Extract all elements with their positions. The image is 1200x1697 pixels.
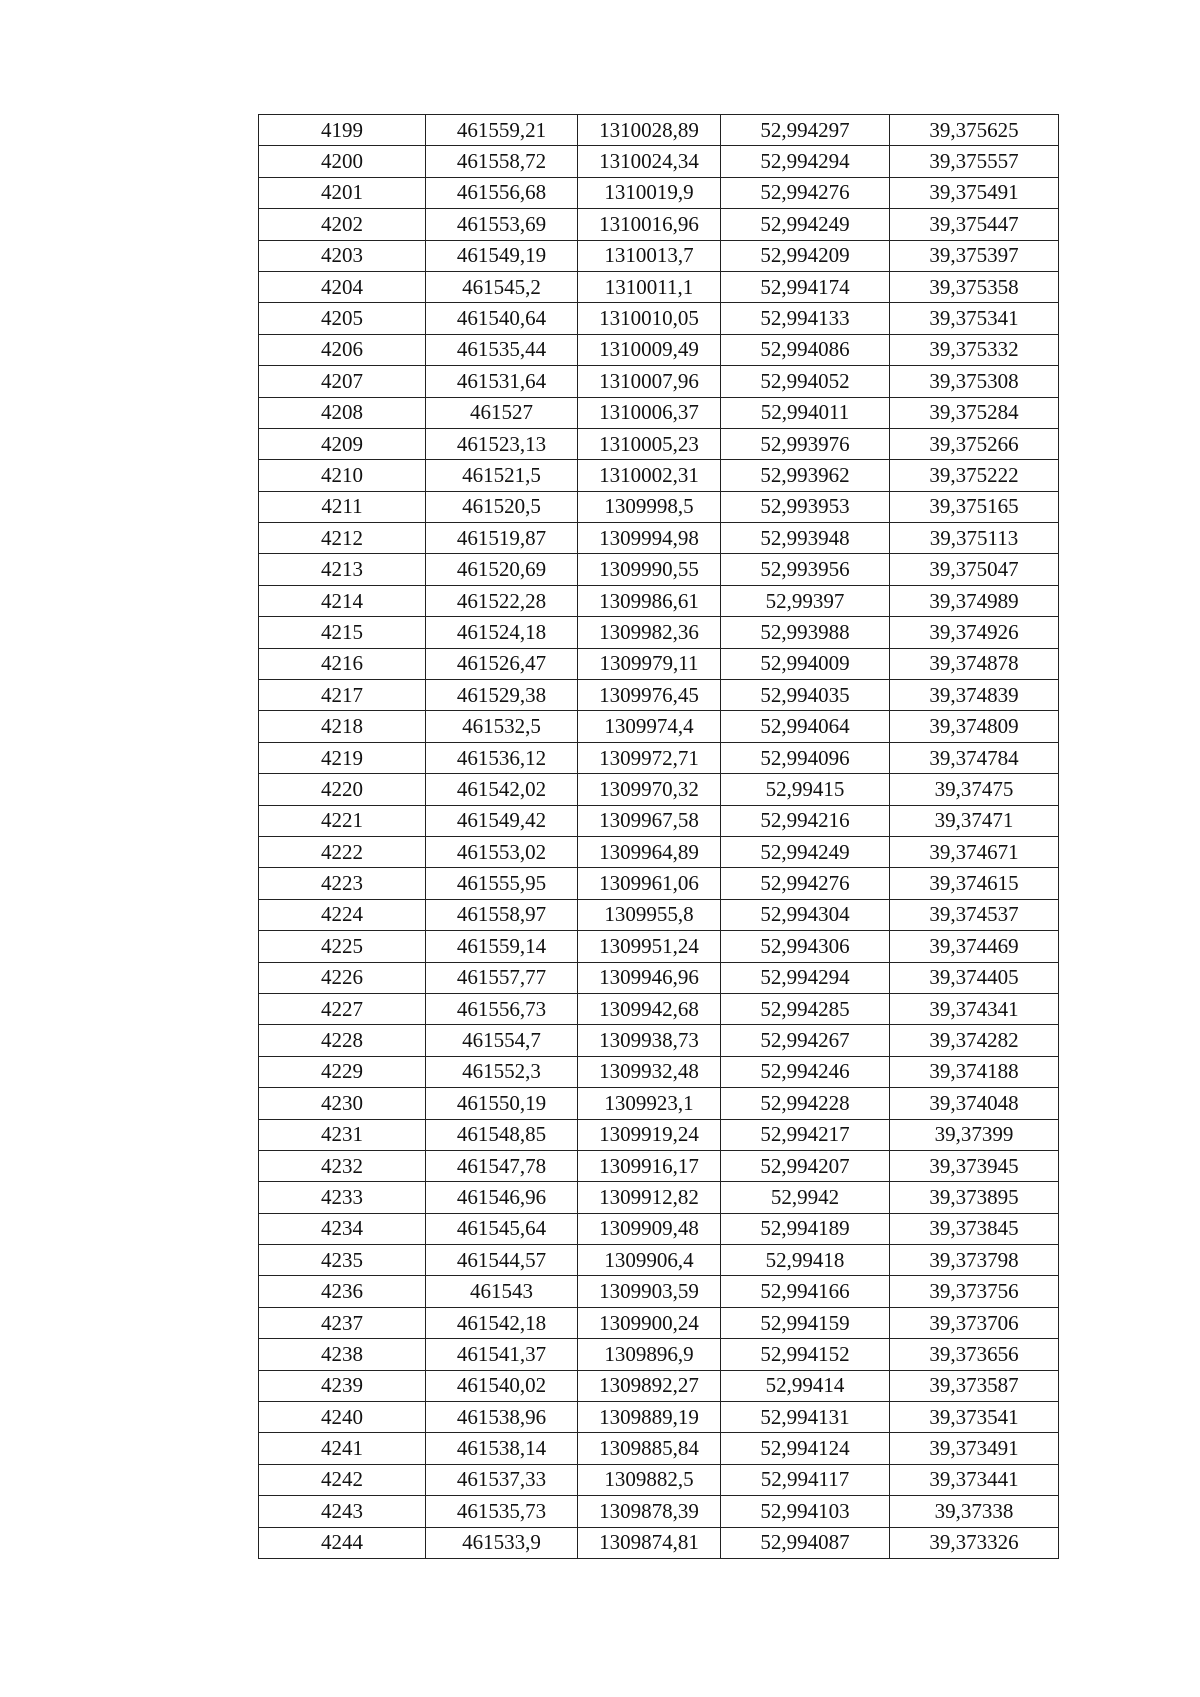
point-number-cell: 4223 [259, 868, 426, 899]
y-coordinate-cell: 1309919,24 [578, 1119, 721, 1150]
x-coordinate-cell: 461535,44 [426, 334, 578, 365]
table-row [259, 460, 1059, 491]
y-coordinate-cell: 1310019,9 [578, 177, 721, 208]
point-number-cell: 4238 [259, 1339, 426, 1370]
latitude-cell: 52,994174 [721, 271, 890, 302]
latitude-cell: 52,994249 [721, 209, 890, 240]
longitude-cell: 39,37399 [890, 1119, 1059, 1150]
table-row [259, 1370, 1059, 1401]
table-row [259, 836, 1059, 867]
table-row [259, 428, 1059, 459]
longitude-cell: 39,375284 [890, 397, 1059, 428]
x-coordinate-cell: 461526,47 [426, 648, 578, 679]
point-number-cell: 4216 [259, 648, 426, 679]
point-number-cell: 4204 [259, 271, 426, 302]
table-row [259, 711, 1059, 742]
point-number-cell: 4207 [259, 366, 426, 397]
table-row [259, 1150, 1059, 1181]
point-number-cell: 4218 [259, 711, 426, 742]
longitude-cell: 39,373845 [890, 1213, 1059, 1244]
point-number-cell: 4235 [259, 1245, 426, 1276]
y-coordinate-cell: 1309994,98 [578, 523, 721, 554]
y-coordinate-cell: 1309972,71 [578, 742, 721, 773]
x-coordinate-cell: 461520,5 [426, 491, 578, 522]
y-coordinate-cell: 1310011,1 [578, 271, 721, 302]
point-number-cell: 4239 [259, 1370, 426, 1401]
y-coordinate-cell: 1309974,4 [578, 711, 721, 742]
latitude-cell: 52,993988 [721, 617, 890, 648]
table-row [259, 585, 1059, 616]
longitude-cell: 39,373945 [890, 1150, 1059, 1181]
y-coordinate-cell: 1309976,45 [578, 680, 721, 711]
longitude-cell: 39,374469 [890, 931, 1059, 962]
y-coordinate-cell: 1309932,48 [578, 1056, 721, 1087]
y-coordinate-cell: 1310010,05 [578, 303, 721, 334]
longitude-cell: 39,374809 [890, 711, 1059, 742]
latitude-cell: 52,994152 [721, 1339, 890, 1370]
point-number-cell: 4230 [259, 1088, 426, 1119]
x-coordinate-cell: 461533,9 [426, 1527, 578, 1558]
table-row [259, 271, 1059, 302]
y-coordinate-cell: 1310009,49 [578, 334, 721, 365]
table-row [259, 115, 1059, 146]
table-row [259, 1245, 1059, 1276]
point-number-cell: 4212 [259, 523, 426, 554]
table-row [259, 680, 1059, 711]
x-coordinate-cell: 461547,78 [426, 1150, 578, 1181]
latitude-cell: 52,994189 [721, 1213, 890, 1244]
x-coordinate-cell: 461558,72 [426, 146, 578, 177]
table-row [259, 1088, 1059, 1119]
latitude-cell: 52,994297 [721, 115, 890, 146]
y-coordinate-cell: 1309961,06 [578, 868, 721, 899]
table-row [259, 868, 1059, 899]
y-coordinate-cell: 1309946,96 [578, 962, 721, 993]
x-coordinate-cell: 461544,57 [426, 1245, 578, 1276]
latitude-cell: 52,99414 [721, 1370, 890, 1401]
point-number-cell: 4201 [259, 177, 426, 208]
table-row [259, 1119, 1059, 1150]
latitude-cell: 52,994096 [721, 742, 890, 773]
y-coordinate-cell: 1309942,68 [578, 993, 721, 1024]
longitude-cell: 39,373441 [890, 1464, 1059, 1495]
point-number-cell: 4209 [259, 428, 426, 459]
latitude-cell: 52,993948 [721, 523, 890, 554]
y-coordinate-cell: 1310028,89 [578, 115, 721, 146]
y-coordinate-cell: 1309900,24 [578, 1307, 721, 1338]
latitude-cell: 52,994009 [721, 648, 890, 679]
longitude-cell: 39,373706 [890, 1307, 1059, 1338]
y-coordinate-cell: 1310005,23 [578, 428, 721, 459]
latitude-cell: 52,994216 [721, 805, 890, 836]
y-coordinate-cell: 1309964,89 [578, 836, 721, 867]
point-number-cell: 4234 [259, 1213, 426, 1244]
longitude-cell: 39,375557 [890, 146, 1059, 177]
y-coordinate-cell: 1309955,8 [578, 899, 721, 930]
longitude-cell: 39,373326 [890, 1527, 1059, 1558]
latitude-cell: 52,993962 [721, 460, 890, 491]
longitude-cell: 39,375491 [890, 177, 1059, 208]
latitude-cell: 52,994249 [721, 836, 890, 867]
longitude-cell: 39,374878 [890, 648, 1059, 679]
point-number-cell: 4229 [259, 1056, 426, 1087]
x-coordinate-cell: 461548,85 [426, 1119, 578, 1150]
longitude-cell: 39,375047 [890, 554, 1059, 585]
x-coordinate-cell: 461527 [426, 397, 578, 428]
latitude-cell: 52,994276 [721, 868, 890, 899]
y-coordinate-cell: 1310016,96 [578, 209, 721, 240]
table-row [259, 931, 1059, 962]
table-row [259, 1402, 1059, 1433]
latitude-cell: 52,994267 [721, 1025, 890, 1056]
latitude-cell: 52,994159 [721, 1307, 890, 1338]
table-row [259, 146, 1059, 177]
latitude-cell: 52,994087 [721, 1527, 890, 1558]
longitude-cell: 39,374615 [890, 868, 1059, 899]
point-number-cell: 4214 [259, 585, 426, 616]
table-row [259, 1056, 1059, 1087]
point-number-cell: 4233 [259, 1182, 426, 1213]
longitude-cell: 39,374671 [890, 836, 1059, 867]
longitude-cell: 39,37338 [890, 1496, 1059, 1527]
longitude-cell: 39,374341 [890, 993, 1059, 1024]
longitude-cell: 39,374926 [890, 617, 1059, 648]
x-coordinate-cell: 461549,19 [426, 240, 578, 271]
x-coordinate-cell: 461540,64 [426, 303, 578, 334]
point-number-cell: 4203 [259, 240, 426, 271]
point-number-cell: 4213 [259, 554, 426, 585]
latitude-cell: 52,994035 [721, 680, 890, 711]
y-coordinate-cell: 1309882,5 [578, 1464, 721, 1495]
x-coordinate-cell: 461546,96 [426, 1182, 578, 1213]
point-number-cell: 4240 [259, 1402, 426, 1433]
longitude-cell: 39,373656 [890, 1339, 1059, 1370]
latitude-cell: 52,994285 [721, 993, 890, 1024]
point-number-cell: 4220 [259, 774, 426, 805]
longitude-cell: 39,375222 [890, 460, 1059, 491]
point-number-cell: 4224 [259, 899, 426, 930]
longitude-cell: 39,373541 [890, 1402, 1059, 1433]
y-coordinate-cell: 1310007,96 [578, 366, 721, 397]
y-coordinate-cell: 1309979,11 [578, 648, 721, 679]
table-row [259, 366, 1059, 397]
latitude-cell: 52,994124 [721, 1433, 890, 1464]
table-row [259, 962, 1059, 993]
x-coordinate-cell: 461523,13 [426, 428, 578, 459]
x-coordinate-cell: 461543 [426, 1276, 578, 1307]
longitude-cell: 39,374405 [890, 962, 1059, 993]
point-number-cell: 4241 [259, 1433, 426, 1464]
latitude-cell: 52,993953 [721, 491, 890, 522]
table-row [259, 1182, 1059, 1213]
x-coordinate-cell: 461559,14 [426, 931, 578, 962]
table-row [259, 742, 1059, 773]
point-number-cell: 4215 [259, 617, 426, 648]
y-coordinate-cell: 1310002,31 [578, 460, 721, 491]
y-coordinate-cell: 1309967,58 [578, 805, 721, 836]
table-row [259, 899, 1059, 930]
latitude-cell: 52,994304 [721, 899, 890, 930]
point-number-cell: 4211 [259, 491, 426, 522]
x-coordinate-cell: 461520,69 [426, 554, 578, 585]
x-coordinate-cell: 461538,96 [426, 1402, 578, 1433]
latitude-cell: 52,993976 [721, 428, 890, 459]
latitude-cell: 52,994131 [721, 1402, 890, 1433]
x-coordinate-cell: 461549,42 [426, 805, 578, 836]
longitude-cell: 39,374784 [890, 742, 1059, 773]
longitude-cell: 39,375266 [890, 428, 1059, 459]
table-row [259, 523, 1059, 554]
table-row [259, 240, 1059, 271]
y-coordinate-cell: 1309998,5 [578, 491, 721, 522]
point-number-cell: 4227 [259, 993, 426, 1024]
y-coordinate-cell: 1309874,81 [578, 1527, 721, 1558]
table-row [259, 648, 1059, 679]
x-coordinate-cell: 461554,7 [426, 1025, 578, 1056]
table-row [259, 1213, 1059, 1244]
point-number-cell: 4199 [259, 115, 426, 146]
table-row [259, 491, 1059, 522]
y-coordinate-cell: 1309938,73 [578, 1025, 721, 1056]
latitude-cell: 52,9942 [721, 1182, 890, 1213]
point-number-cell: 4210 [259, 460, 426, 491]
y-coordinate-cell: 1310024,34 [578, 146, 721, 177]
x-coordinate-cell: 461536,12 [426, 742, 578, 773]
coordinates-table [258, 114, 1059, 1559]
x-coordinate-cell: 461545,2 [426, 271, 578, 302]
table-row [259, 1527, 1059, 1558]
longitude-cell: 39,375332 [890, 334, 1059, 365]
longitude-cell: 39,374188 [890, 1056, 1059, 1087]
x-coordinate-cell: 461521,5 [426, 460, 578, 491]
table-row [259, 554, 1059, 585]
y-coordinate-cell: 1309878,39 [578, 1496, 721, 1527]
table-row [259, 1025, 1059, 1056]
table-row [259, 1464, 1059, 1495]
point-number-cell: 4232 [259, 1150, 426, 1181]
longitude-cell: 39,374537 [890, 899, 1059, 930]
latitude-cell: 52,994246 [721, 1056, 890, 1087]
y-coordinate-cell: 1309909,48 [578, 1213, 721, 1244]
y-coordinate-cell: 1309912,82 [578, 1182, 721, 1213]
longitude-cell: 39,373491 [890, 1433, 1059, 1464]
latitude-cell: 52,994086 [721, 334, 890, 365]
longitude-cell: 39,373587 [890, 1370, 1059, 1401]
x-coordinate-cell: 461542,18 [426, 1307, 578, 1338]
latitude-cell: 52,994306 [721, 931, 890, 962]
table-row [259, 774, 1059, 805]
x-coordinate-cell: 461553,69 [426, 209, 578, 240]
longitude-cell: 39,375165 [890, 491, 1059, 522]
point-number-cell: 4244 [259, 1527, 426, 1558]
point-number-cell: 4231 [259, 1119, 426, 1150]
point-number-cell: 4226 [259, 962, 426, 993]
y-coordinate-cell: 1309903,59 [578, 1276, 721, 1307]
point-number-cell: 4206 [259, 334, 426, 365]
latitude-cell: 52,994064 [721, 711, 890, 742]
x-coordinate-cell: 461524,18 [426, 617, 578, 648]
point-number-cell: 4219 [259, 742, 426, 773]
latitude-cell: 52,994276 [721, 177, 890, 208]
longitude-cell: 39,375358 [890, 271, 1059, 302]
x-coordinate-cell: 461558,97 [426, 899, 578, 930]
y-coordinate-cell: 1309923,1 [578, 1088, 721, 1119]
x-coordinate-cell: 461535,73 [426, 1496, 578, 1527]
table-row [259, 1276, 1059, 1307]
point-number-cell: 4221 [259, 805, 426, 836]
y-coordinate-cell: 1309889,19 [578, 1402, 721, 1433]
y-coordinate-cell: 1310006,37 [578, 397, 721, 428]
x-coordinate-cell: 461531,64 [426, 366, 578, 397]
point-number-cell: 4222 [259, 836, 426, 867]
x-coordinate-cell: 461529,38 [426, 680, 578, 711]
longitude-cell: 39,375447 [890, 209, 1059, 240]
latitude-cell: 52,994103 [721, 1496, 890, 1527]
y-coordinate-cell: 1310013,7 [578, 240, 721, 271]
longitude-cell: 39,374048 [890, 1088, 1059, 1119]
latitude-cell: 52,994207 [721, 1150, 890, 1181]
x-coordinate-cell: 461557,77 [426, 962, 578, 993]
x-coordinate-cell: 461556,73 [426, 993, 578, 1024]
point-number-cell: 4243 [259, 1496, 426, 1527]
y-coordinate-cell: 1309951,24 [578, 931, 721, 962]
table-row [259, 617, 1059, 648]
x-coordinate-cell: 461519,87 [426, 523, 578, 554]
point-number-cell: 4202 [259, 209, 426, 240]
latitude-cell: 52,99397 [721, 585, 890, 616]
point-number-cell: 4236 [259, 1276, 426, 1307]
point-number-cell: 4205 [259, 303, 426, 334]
latitude-cell: 52,994117 [721, 1464, 890, 1495]
point-number-cell: 4225 [259, 931, 426, 962]
y-coordinate-cell: 1309906,4 [578, 1245, 721, 1276]
longitude-cell: 39,37471 [890, 805, 1059, 836]
x-coordinate-cell: 461540,02 [426, 1370, 578, 1401]
longitude-cell: 39,374839 [890, 680, 1059, 711]
point-number-cell: 4228 [259, 1025, 426, 1056]
x-coordinate-cell: 461522,28 [426, 585, 578, 616]
latitude-cell: 52,994133 [721, 303, 890, 334]
table-row [259, 209, 1059, 240]
longitude-cell: 39,37475 [890, 774, 1059, 805]
table-row [259, 1496, 1059, 1527]
longitude-cell: 39,374989 [890, 585, 1059, 616]
table-row [259, 1339, 1059, 1370]
y-coordinate-cell: 1309892,27 [578, 1370, 721, 1401]
y-coordinate-cell: 1309916,17 [578, 1150, 721, 1181]
point-number-cell: 4242 [259, 1464, 426, 1495]
longitude-cell: 39,375113 [890, 523, 1059, 554]
x-coordinate-cell: 461545,64 [426, 1213, 578, 1244]
coordinates-table-body [259, 115, 1059, 1559]
point-number-cell: 4217 [259, 680, 426, 711]
x-coordinate-cell: 461555,95 [426, 868, 578, 899]
x-coordinate-cell: 461537,33 [426, 1464, 578, 1495]
y-coordinate-cell: 1309970,32 [578, 774, 721, 805]
latitude-cell: 52,994228 [721, 1088, 890, 1119]
x-coordinate-cell: 461559,21 [426, 115, 578, 146]
longitude-cell: 39,375308 [890, 366, 1059, 397]
longitude-cell: 39,373895 [890, 1182, 1059, 1213]
y-coordinate-cell: 1309896,9 [578, 1339, 721, 1370]
y-coordinate-cell: 1309986,61 [578, 585, 721, 616]
latitude-cell: 52,993956 [721, 554, 890, 585]
point-number-cell: 4208 [259, 397, 426, 428]
latitude-cell: 52,994052 [721, 366, 890, 397]
x-coordinate-cell: 461538,14 [426, 1433, 578, 1464]
longitude-cell: 39,375341 [890, 303, 1059, 334]
latitude-cell: 52,99415 [721, 774, 890, 805]
longitude-cell: 39,375625 [890, 115, 1059, 146]
table-row [259, 1307, 1059, 1338]
table-row [259, 397, 1059, 428]
table-row [259, 805, 1059, 836]
latitude-cell: 52,994209 [721, 240, 890, 271]
x-coordinate-cell: 461550,19 [426, 1088, 578, 1119]
table-row [259, 303, 1059, 334]
table-row [259, 334, 1059, 365]
longitude-cell: 39,373756 [890, 1276, 1059, 1307]
x-coordinate-cell: 461556,68 [426, 177, 578, 208]
latitude-cell: 52,994294 [721, 962, 890, 993]
longitude-cell: 39,373798 [890, 1245, 1059, 1276]
x-coordinate-cell: 461553,02 [426, 836, 578, 867]
x-coordinate-cell: 461542,02 [426, 774, 578, 805]
longitude-cell: 39,374282 [890, 1025, 1059, 1056]
x-coordinate-cell: 461552,3 [426, 1056, 578, 1087]
point-number-cell: 4237 [259, 1307, 426, 1338]
latitude-cell: 52,994011 [721, 397, 890, 428]
y-coordinate-cell: 1309885,84 [578, 1433, 721, 1464]
latitude-cell: 52,994294 [721, 146, 890, 177]
y-coordinate-cell: 1309982,36 [578, 617, 721, 648]
table-row [259, 993, 1059, 1024]
x-coordinate-cell: 461541,37 [426, 1339, 578, 1370]
longitude-cell: 39,375397 [890, 240, 1059, 271]
table-row [259, 177, 1059, 208]
latitude-cell: 52,99418 [721, 1245, 890, 1276]
table-row [259, 1433, 1059, 1464]
latitude-cell: 52,994217 [721, 1119, 890, 1150]
point-number-cell: 4200 [259, 146, 426, 177]
y-coordinate-cell: 1309990,55 [578, 554, 721, 585]
x-coordinate-cell: 461532,5 [426, 711, 578, 742]
latitude-cell: 52,994166 [721, 1276, 890, 1307]
